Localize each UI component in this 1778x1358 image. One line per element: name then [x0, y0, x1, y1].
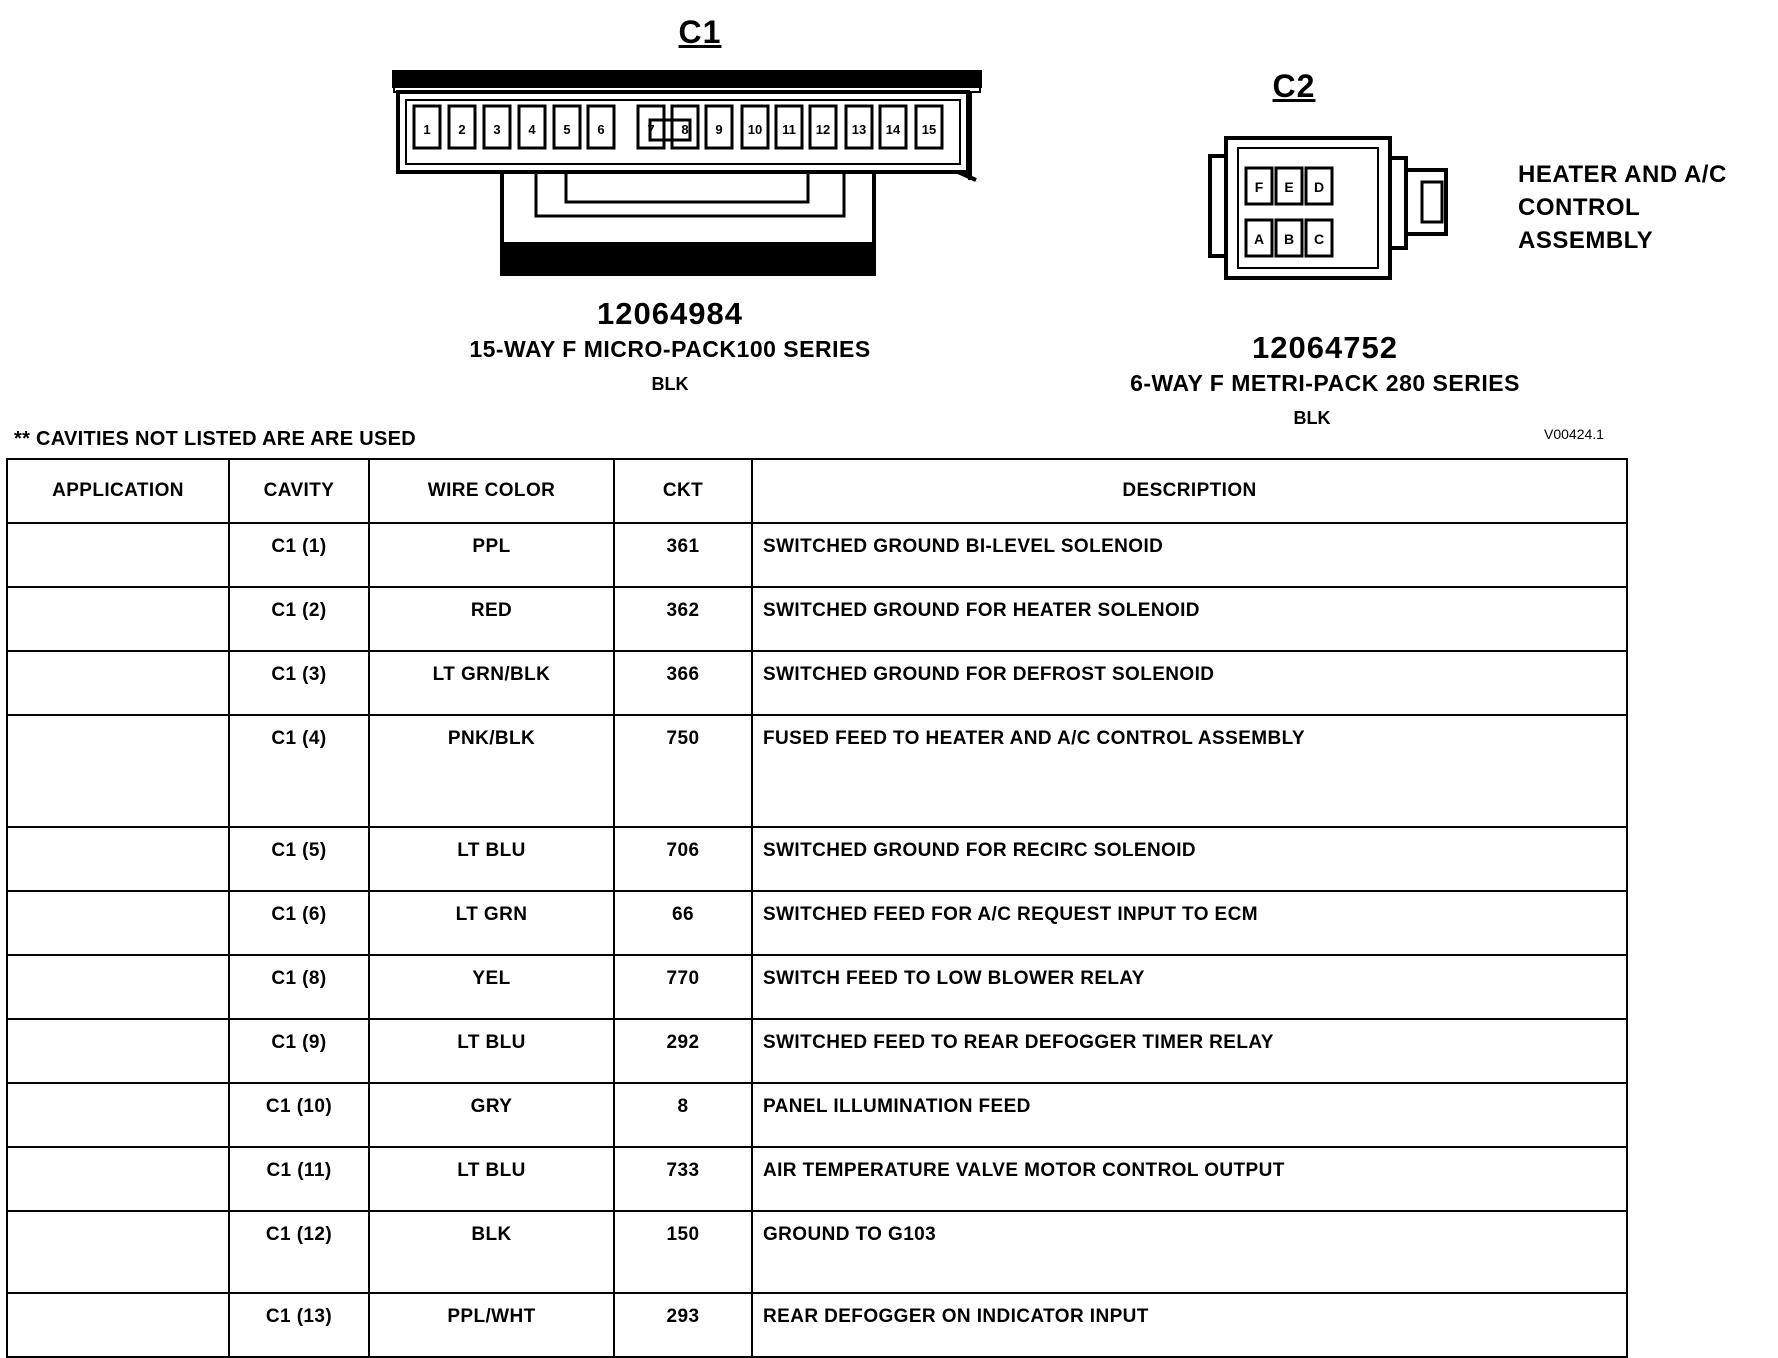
- table-row: [7, 1147, 1627, 1211]
- cell-application: [7, 651, 229, 715]
- c2-color: BLK: [1293, 408, 1331, 428]
- wiring-table: [6, 458, 1628, 1358]
- cell-wire-color: LT BLU: [369, 1147, 614, 1211]
- cell-application: [7, 715, 229, 827]
- table-row: [7, 827, 1627, 891]
- cell-cavity: C1 (9): [229, 1019, 369, 1083]
- cell-ckt: 366: [614, 651, 752, 715]
- cell-wire-color: YEL: [369, 955, 614, 1019]
- cell-wire-color: PPL: [369, 523, 614, 587]
- c2-description: 6-WAY F METRI-PACK 280 SERIES: [1130, 370, 1520, 396]
- cell-description: FUSED FEED TO HEATER AND A/C CONTROL ASSEMBLY: [752, 715, 1627, 827]
- cell-description: SWITCHED GROUND FOR RECIRC SOLENOID: [752, 827, 1627, 891]
- cell-application: [7, 587, 229, 651]
- cell-wire-color: PNK/BLK: [369, 715, 614, 827]
- c1-cavity-label: 5: [563, 122, 571, 137]
- c1-description: 15-WAY F MICRO-PACK100 SERIES: [469, 336, 871, 362]
- c2-part-number: 12064752: [1252, 330, 1398, 365]
- c1-title: C1: [678, 14, 722, 50]
- cell-ckt: 362: [614, 587, 752, 651]
- c2-cavity-label: B: [1283, 231, 1295, 247]
- c1-color: BLK: [651, 374, 689, 394]
- c2-cavity-label: E: [1284, 179, 1294, 195]
- cell-ckt: 750: [614, 715, 752, 827]
- c2-cavity-label: A: [1253, 231, 1265, 247]
- c1-cavity-label: 4: [528, 122, 536, 137]
- header-description: DESCRIPTION: [752, 459, 1627, 523]
- c1-cavity-label: 13: [851, 122, 867, 137]
- cell-description: SWITCHED FEED FOR A/C REQUEST INPUT TO ECM: [752, 891, 1627, 955]
- cell-description: GROUND TO G103: [752, 1211, 1627, 1293]
- c2-cavity-label: C: [1313, 231, 1325, 247]
- cell-ckt: 733: [614, 1147, 752, 1211]
- cell-wire-color: PPL/WHT: [369, 1293, 614, 1357]
- c1-part-number: 12064984: [597, 296, 743, 331]
- c1-cavity-label: 6: [597, 122, 605, 137]
- cell-application: [7, 1083, 229, 1147]
- figure-code: V00424.1: [1544, 426, 1604, 442]
- table-row: [7, 1083, 1627, 1147]
- table-row: [7, 1019, 1627, 1083]
- cell-application: [7, 955, 229, 1019]
- cell-ckt: 293: [614, 1293, 752, 1357]
- cell-application: [7, 1293, 229, 1357]
- cell-application: [7, 1211, 229, 1293]
- cell-description: SWITCHED FEED TO REAR DEFOGGER TIMER RELAY: [752, 1019, 1627, 1083]
- table-row: [7, 1293, 1627, 1357]
- c1-cavity-label: 7: [647, 122, 655, 137]
- cell-description: SWITCHED GROUND FOR HEATER SOLENOID: [752, 587, 1627, 651]
- table-row: [7, 587, 1627, 651]
- header-wire-color: WIRE COLOR: [369, 459, 614, 523]
- cell-ckt: 706: [614, 827, 752, 891]
- cell-cavity: C1 (1): [229, 523, 369, 587]
- cell-ckt: 8: [614, 1083, 752, 1147]
- cell-cavity: C1 (11): [229, 1147, 369, 1211]
- component-label: [1518, 158, 1778, 257]
- cell-ckt: 150: [614, 1211, 752, 1293]
- c1-cavity-label: 9: [715, 122, 723, 137]
- cell-application: [7, 891, 229, 955]
- cell-ckt: 361: [614, 523, 752, 587]
- cell-description: SWITCH FEED TO LOW BLOWER RELAY: [752, 955, 1627, 1019]
- header-cavity: CAVITY: [229, 459, 369, 523]
- cell-cavity: C1 (13): [229, 1293, 369, 1357]
- cell-cavity: C1 (10): [229, 1083, 369, 1147]
- cell-application: [7, 1147, 229, 1211]
- c1-cavity-label: 12: [815, 122, 831, 137]
- cell-application: [7, 827, 229, 891]
- cell-ckt: 770: [614, 955, 752, 1019]
- cell-wire-color: LT GRN: [369, 891, 614, 955]
- cell-wire-color: LT BLU: [369, 827, 614, 891]
- cell-description: PANEL ILLUMINATION FEED: [752, 1083, 1627, 1147]
- table-row: [7, 891, 1627, 955]
- cell-wire-color: LT BLU: [369, 1019, 614, 1083]
- cell-wire-color: BLK: [369, 1211, 614, 1293]
- component-label-line1: HEATER AND A/C: [1518, 161, 1727, 188]
- cell-application: [7, 523, 229, 587]
- c1-connector-drawing: [380, 68, 1000, 288]
- c1-cavity-label: 14: [885, 122, 901, 137]
- table-row: [7, 955, 1627, 1019]
- cavities-note: ** CAVITIES NOT LISTED ARE ARE USED: [14, 428, 417, 450]
- cell-cavity: C1 (12): [229, 1211, 369, 1293]
- cell-description: SWITCHED GROUND FOR DEFROST SOLENOID: [752, 651, 1627, 715]
- cell-ckt: 292: [614, 1019, 752, 1083]
- c2-cavity-label: D: [1313, 179, 1325, 195]
- cell-application: [7, 1019, 229, 1083]
- table-row: [7, 1211, 1627, 1293]
- c1-cavity-label: 10: [747, 122, 763, 137]
- cell-description: SWITCHED GROUND BI-LEVEL SOLENOID: [752, 523, 1627, 587]
- cell-cavity: C1 (4): [229, 715, 369, 827]
- c1-cavity-label: 8: [681, 122, 689, 137]
- table-row: [7, 651, 1627, 715]
- cell-description: AIR TEMPERATURE VALVE MOTOR CONTROL OUTPUT: [752, 1147, 1627, 1211]
- table-row: [7, 715, 1627, 827]
- c1-cavity-label: 2: [458, 122, 466, 137]
- header-ckt: CKT: [614, 459, 752, 523]
- c2-cavity-label: F: [1254, 179, 1264, 195]
- cell-cavity: C1 (2): [229, 587, 369, 651]
- c1-cavity-label: 11: [782, 122, 796, 137]
- table-row: [7, 523, 1627, 587]
- c1-cavity-label: 15: [921, 122, 937, 137]
- c1-cavity-label: 1: [423, 122, 431, 137]
- c2-title: C2: [1272, 68, 1316, 104]
- c1-cavity-label: 3: [493, 122, 501, 137]
- cell-cavity: C1 (6): [229, 891, 369, 955]
- cell-wire-color: LT GRN/BLK: [369, 651, 614, 715]
- component-label-line2: CONTROL ASSEMBLY: [1518, 194, 1654, 254]
- cell-cavity: C1 (3): [229, 651, 369, 715]
- table-header-row: [7, 459, 1627, 523]
- cell-cavity: C1 (5): [229, 827, 369, 891]
- cell-ckt: 66: [614, 891, 752, 955]
- cell-wire-color: GRY: [369, 1083, 614, 1147]
- header-application: APPLICATION: [7, 459, 229, 523]
- cell-description: REAR DEFOGGER ON INDICATOR INPUT: [752, 1293, 1627, 1357]
- c2-connector-drawing: [1200, 134, 1460, 294]
- cell-wire-color: RED: [369, 587, 614, 651]
- cell-cavity: C1 (8): [229, 955, 369, 1019]
